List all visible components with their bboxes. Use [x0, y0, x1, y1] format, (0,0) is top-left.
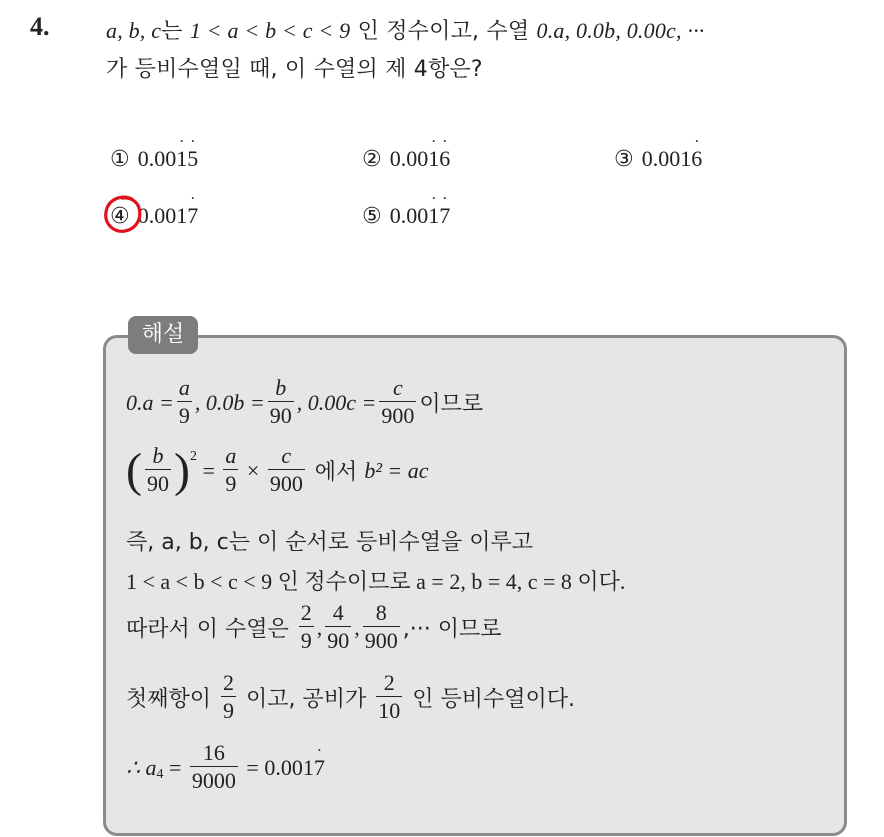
text: 따라서 이 수열은: [126, 617, 296, 642]
choice-value: 0.00: [389, 203, 429, 228]
question-inequality: 1 < a < b < c < 9: [189, 18, 351, 43]
question-number: 4.: [30, 12, 50, 41]
text: 에서: [307, 460, 365, 485]
denominator: 9: [300, 628, 312, 653]
repeat-digit: 7 ˙: [187, 203, 198, 229]
numerator: c: [392, 375, 403, 400]
choice-value: 0.00: [389, 146, 429, 171]
text: 인 등비수열이다.: [405, 687, 575, 712]
fraction: [177, 375, 192, 430]
expr: ∴ a: [126, 754, 157, 780]
numerator: 4: [332, 600, 344, 625]
numerator: 16: [202, 740, 225, 765]
question-line-1: [106, 14, 705, 45]
numerator: c: [281, 443, 292, 468]
choice-1[interactable]: [110, 146, 198, 172]
repeat-digit: 7 ˙: [439, 203, 450, 229]
fraction: [190, 740, 238, 795]
text: 첫째항이: [126, 687, 219, 712]
expr: 0.a =: [126, 389, 174, 415]
repeat-digit: 6 ˙: [439, 146, 450, 172]
denominator: 9000: [191, 768, 236, 793]
repeat-digit: 1 ˙: [176, 146, 187, 172]
fraction: [379, 375, 416, 430]
expr: b² = ac: [364, 457, 429, 483]
question-text-2: 인 정수이고, 수열: [350, 19, 537, 44]
expr: , 0.0b =: [194, 389, 265, 415]
denominator: 900: [364, 628, 398, 653]
solution-line-3: 즉, a, b, c는 이 순서로 등비수열을 이루고: [126, 530, 534, 555]
question-line-2: 가 등비수열일 때, 이 수열의 제 4항은?: [106, 57, 483, 82]
subscript: 4: [156, 767, 164, 782]
fraction: [299, 600, 314, 655]
equals: =: [196, 457, 221, 483]
repeat-digit: 7 ˙: [314, 755, 325, 781]
solution-line-1: [126, 375, 483, 430]
answer-circle-mark: [102, 193, 144, 235]
choice-3[interactable]: [614, 146, 702, 172]
numerator: 8: [375, 600, 387, 625]
choice-number: ①: [110, 147, 130, 172]
denominator: 9: [225, 471, 237, 496]
numerator: 2: [383, 670, 395, 695]
numerator: 2: [300, 600, 312, 625]
solution-line-5: 따라서 이 수열은 $\frac{2}{9}$ , $\frac{4}{90}$ , $\frac{8}{900}$ ,··· 이므로: [126, 600, 502, 653]
solution-line-7: [126, 740, 325, 795]
denominator: 90: [327, 628, 350, 653]
choice-2[interactable]: [362, 146, 450, 172]
denominator: 900: [269, 471, 303, 496]
numerator: 2: [223, 670, 235, 695]
exponent: 2: [189, 449, 197, 464]
fraction: [221, 670, 236, 725]
solution-line-4: 1 < a < b < c < 9 인 정수이므로 a = 2, b = 4, c = 8 이다.: [126, 569, 626, 594]
choice-number: ④: [110, 204, 130, 229]
choice-number: ②: [362, 147, 382, 172]
expr: , 0.00c =: [296, 389, 377, 415]
solution-line-2: [126, 443, 429, 498]
denominator: 90: [146, 471, 169, 496]
equals: =: [163, 754, 187, 780]
denominator: 10: [378, 698, 401, 723]
fraction: [223, 443, 238, 498]
denominator: 9: [223, 698, 235, 723]
paren-close: ): [173, 443, 190, 497]
numerator: a: [225, 443, 237, 468]
choice-value: 0.001: [641, 146, 692, 171]
question-vars: a, b, c: [106, 18, 162, 43]
fraction: [268, 375, 294, 430]
times: ×: [241, 457, 265, 483]
text: ,··· 이므로: [402, 617, 502, 642]
numerator: b: [275, 375, 287, 400]
choice-value: 0.00: [137, 146, 177, 171]
solution-line-6: [126, 670, 575, 725]
repeat-digit: 5 ˙: [187, 146, 198, 172]
question-text-1: 는: [161, 19, 190, 44]
expr: = 0.001: [240, 754, 314, 780]
denominator: 90: [269, 403, 292, 428]
denominator: 900: [381, 403, 415, 428]
choice-number: ⑤: [362, 204, 382, 229]
denominator: 9: [178, 403, 190, 428]
text: 이고, 공비가: [239, 687, 374, 712]
numerator: a: [178, 375, 190, 400]
repeat-digit: 6 ˙: [691, 146, 702, 172]
choice-number: ③: [614, 147, 634, 172]
fraction: [145, 443, 171, 498]
fraction: [363, 600, 400, 655]
repeat-digit: 1 ˙: [428, 146, 439, 172]
choice-value: 0.001: [137, 203, 188, 228]
text: 이므로: [419, 392, 484, 417]
solution-label: 해설: [128, 316, 198, 354]
repeat-digit: 1 ˙: [428, 203, 439, 229]
numerator: b: [152, 443, 164, 468]
choice-5[interactable]: [362, 203, 450, 229]
fraction: [268, 443, 305, 498]
question-sequence: 0.a, 0.0b, 0.00c, ···: [536, 18, 705, 43]
paren-open: (: [126, 443, 142, 497]
fraction: [376, 670, 402, 725]
fraction: [325, 600, 351, 655]
